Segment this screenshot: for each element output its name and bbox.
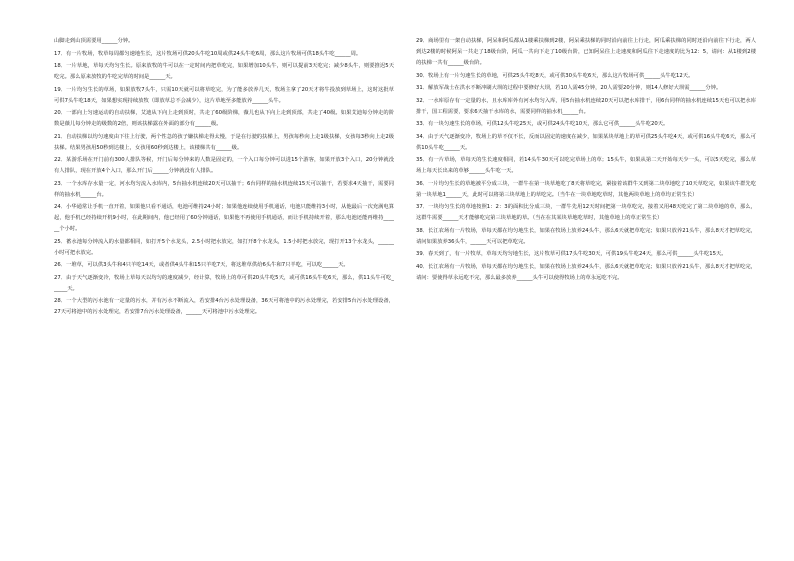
question-item: 37．一块均匀生长的草地按照1：2：3的面积比分成三块，一群牛先用12天时间把第一块草吃完，接着又用48天吃完了第二块草地的草，那么，这群牛需要______天才能够吃完第三块草地的草。（当在在其某块草地吃草时，其他草地上的草正常生长） bbox=[416, 204, 756, 221]
question-item: 19．一片均匀生长的草场，如果放牧7头牛，只需10天就可以将草吃完，为了能多放养几天，牧场主拿了20天才将牛投放到草场上，这时这批草可供7头牛吃18天，如果想实现持续放牧（即放草总不会减少），这片草地至多能放养______头牛。 bbox=[54, 86, 394, 104]
question-item: 17．有一片牧场，牧草每周都匀速地生长，这片牧场可供20头牛吃10周或供24头牛吃6周，那么这片牧场可供18头牛吃______周。 bbox=[54, 50, 362, 57]
question-item: 28．一个大型的污水池有一定量的污水，并有污水不断流入，若安排4台污水处理设备，36天可将池中的污水处理完，若安排5台污水处理设备，27天可将池中的污水处理完，若安排7台污水处理设备，______天可将池中污水处理完。 bbox=[54, 298, 394, 315]
question-item: 山脚走到山顶需要用______分钟。 bbox=[54, 38, 134, 44]
question-item: 18．一片草地，草每天均匀生长。原来放牧的牛可以在一定时间内把草吃完，如果增加10头牛，则可以提前3天吃完；减少8头牛，则要推迟5天吃完。那么原来放牧的牛吃完草的时间是______天。 bbox=[54, 63, 394, 80]
question-item: 31．解放军战士在洪水不断冲刷大坝的过程中要修好大坝，若10人需45分钟，20人需要20分钟，则14人修好大坝需______分钟。 bbox=[416, 85, 722, 91]
question-item: 35．有一片草场，草每天的生长速度相同，若14头牛30天可以吃完草场上的草；15头牛，如果从第二天开始每天少一头，可以5天吃完，那么草场上每天长出来的草够______头牛吃一天。 bbox=[416, 157, 756, 174]
question-item: 32．一水库原存有一定量的水，且水库库外有河水均匀入库，用5台抽水机连续20天可以把水库排干，用6台同样的抽水机连续15天也可以把水库排干，国工程需要，要求6天抽干水库的水，需要同样的抽水机______台。 bbox=[416, 97, 756, 115]
question-item: 40．长江农场有一片牧场，草每天都在均匀地生长，如果在牧场上放养24头牛，那么6天就把草吃完；如果只放养21头牛，那么8天才把草吃完，请问：要使得草永远吃不完，那么最多放养______头牛可以使得牧场上的草永远吃不完。 bbox=[416, 263, 756, 281]
question-item: 38．长江农场有一片牧场，草每天都在均匀地生长，如果在牧场上放养24头牛，那么6天就把草吃完；如果只放养21头牛，那么8天才把草吃完，请问如果放养36头牛，______天可以把草吃完。 bbox=[416, 227, 756, 245]
question-item: 20．一部向上匀速运动的自动扶梯，艾迪从下向上走到顶时，共走了60级阶梯，薇儿也从下向上走到顶部，共走了40级。如果艾迪每分钟走的阶数是薇儿每分钟走的级数的2倍，则该扶梯露在外面的部分有______级。 bbox=[54, 110, 394, 127]
left-column bbox=[54, 36, 394, 561]
question-item: 29．商场里有一架自动扶梯，阿呆和阿瓜都从1楼乘扶梯到2楼，阿呆乘扶梯的同时沿向前往上行走，阿瓜乘扶梯的同时还沿向前往下行走，两人到达2楼的时候阿呆一共走了18级台阶，阿瓜一共向下走了10级台阶，已知阿呆往上走速度和阿瓜往下走速度的比为12：5，请问：从1楼到2楼的扶梯一共有______级台阶。 bbox=[416, 38, 756, 66]
question-item: 33．有一块匀速生长的草场，可供12头牛吃25天，或可供24头牛吃10天，那么它可供______头牛吃20天。 bbox=[416, 121, 669, 127]
right-column bbox=[416, 36, 756, 561]
question-item: 30．牧场上有一片匀速生长的草地，可供25头牛吃8天，或可供30头牛吃6天，那么这片牧场可供______头牛吃12天。 bbox=[416, 72, 694, 79]
question-item: 34．由于天气逐渐变冷，牧场上的草不仅不长，反而以固定的速度在减少，如果某块草地上的草可供25头牛吃4天，或可供16头牛吃6天，那么可供10头牛吃______天。 bbox=[416, 133, 756, 151]
question-item: 22．某游乐场在开门前有300人排队等候，开门后每分钟来的人数是固定的，一个入口每分钟可以进15个游客，如果开放3个入口，20分钟就没有人排队，现在开放4个入口，那么开门后______分钟就没有人排队。 bbox=[54, 157, 394, 174]
question-item: 25．蓄水池每分钟流入的水量都相同，如打开5个水龙头，2.5小时把水放完，如打开8个水龙头，1.5小时把水放完，现打开13个水龙头，______小时可把水放完。 bbox=[54, 238, 394, 256]
question-item: 27．由于天气逐渐变冷，牧场上草每天以均匀的速度减少，经计算，牧场上的草可供20头牛吃5天，或可供16头牛吃6天，那么，供11头牛可吃______天。 bbox=[54, 274, 394, 292]
question-item: 36．一片均匀生长的草地被平分成三块，一群牛在第一块草地吃了8天将草吃完，紧接着该群牛又到第二块草地吃了10天草吃完，如果该牛群先吃第一块草地1______天，此时可以将第三块草地上的草吃完。（当牛在一块草地吃草时，其他两块草地上的草均正常生长） bbox=[416, 180, 756, 198]
question-item: 23．一个水库存水量一定，河水均匀流入水库内，5台抽水机连续20天可以抽干；6台同样的抽水机连续15天可以抽干，若要求4天抽干，需要同样的抽水机______台。 bbox=[54, 180, 394, 198]
question-item: 21．自动扶梯以均匀速度由下往上行驶，两个性急的孩子嫌扶梯走得太慢，于是在行驶的扶梯上，男孩每秒向上走1级扶梯，女孩每3秒向上走2级扶梯。结果男孩用50秒到达楼上，女孩用60秒到达楼上，该楼梯共有______级。 bbox=[54, 133, 394, 151]
question-item: 24．小华通常让手机一直开着，如果他只看不通话，电池可维持24小时；如果他连续使用手机通话，电池只能维持3小时，从他最后一次充满电算起，他手机已经持续开机9小时，在此期间内，他已经用了60分钟通话，如果他不再使用手机通话，而让手机持续开着，那么电池还能再维持______个小时。 bbox=[54, 204, 394, 232]
question-item: 26．一堆草，可以供3头牛和4只羊吃14天，或者供4头牛和15只羊吃7天，将这堆草供给6头牛和7只羊吃，可以吃______天。 bbox=[54, 262, 349, 268]
question-item: 39．春天到了，有一片牧草，草每天均匀地生长，这片牧草可供17头牛吃30天，可供19头牛吃24天，那么可供______头牛吃15天。 bbox=[416, 251, 727, 257]
